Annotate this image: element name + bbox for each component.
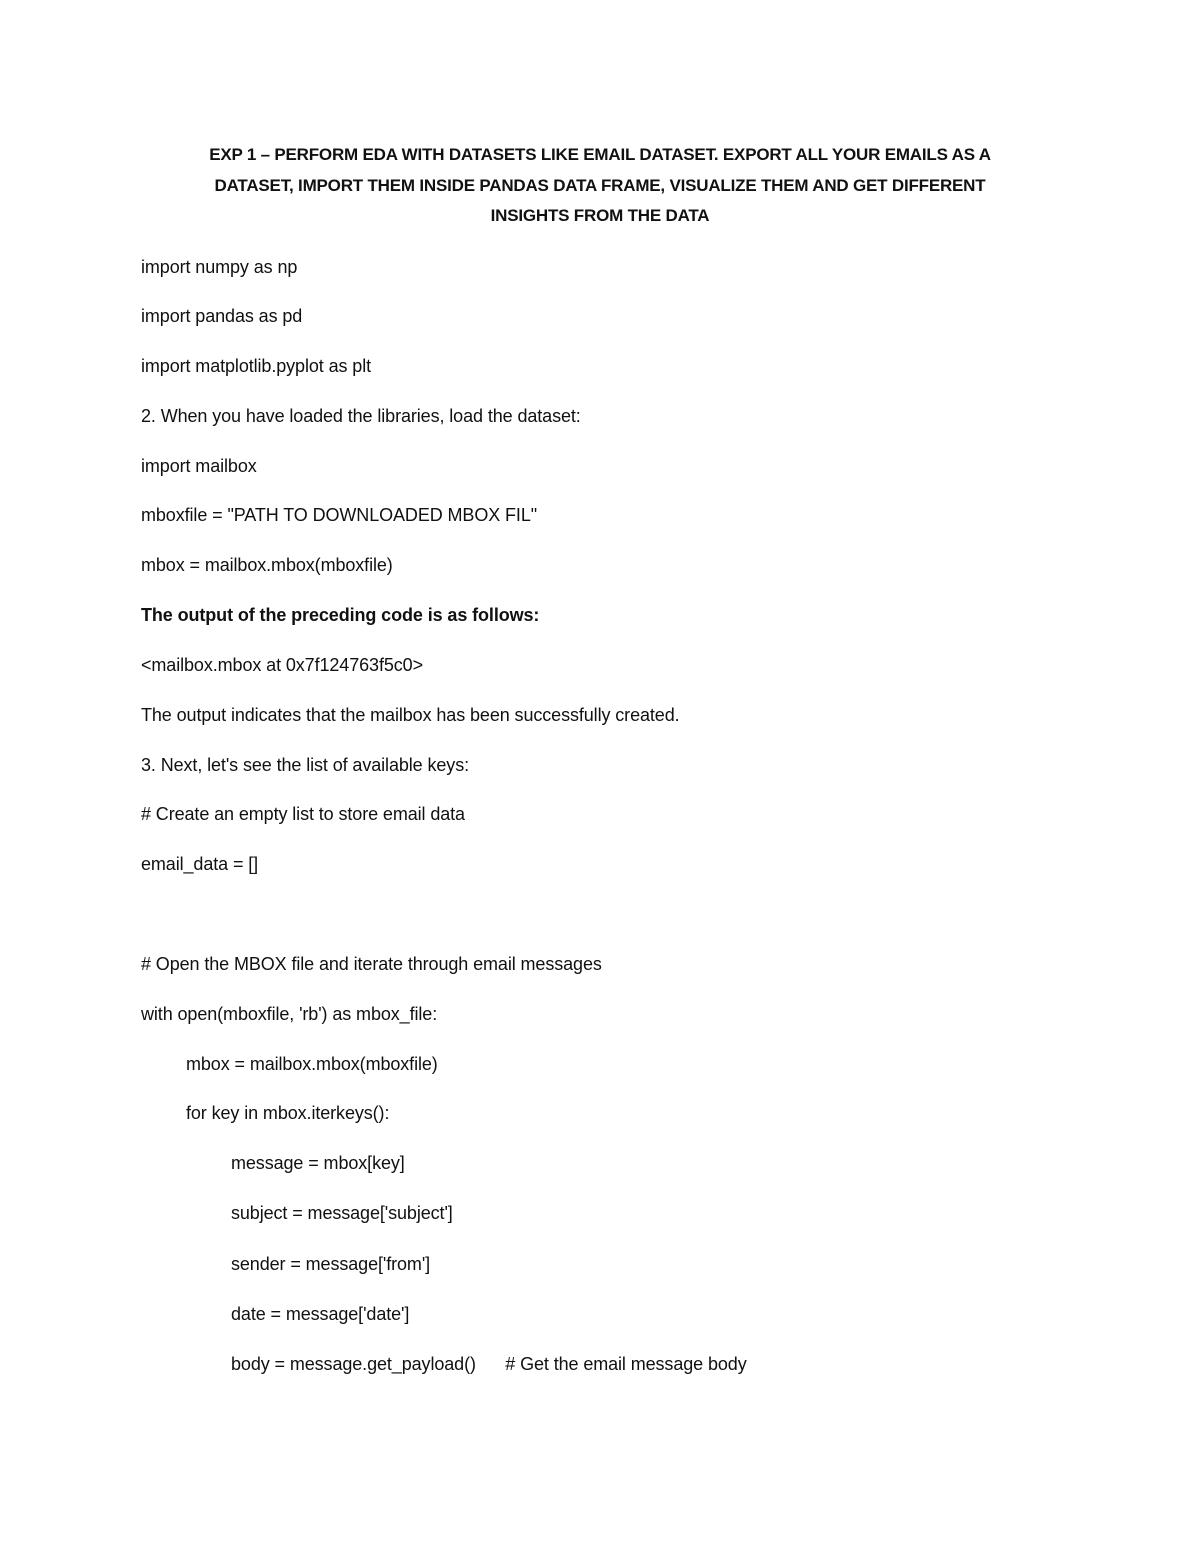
- output-heading: The output of the preceding code is as follows:: [141, 605, 540, 625]
- code-comment-create-list: # Create an empty list to store email data: [141, 804, 465, 824]
- code-with-open: with open(mboxfile, 'rb') as mbox_file:: [141, 1004, 438, 1024]
- step-2-text: 2. When you have loaded the libraries, load the dataset:: [141, 406, 581, 426]
- code-import-matplotlib: import matplotlib.pyplot as plt: [141, 356, 372, 376]
- code-subject-line: subject = message['subject']: [231, 1203, 453, 1223]
- output-note: The output indicates that the mailbox has been successfully created.: [141, 705, 680, 725]
- code-import-numpy: import numpy as np: [141, 257, 298, 277]
- title-line-1: EXP 1 – PERFORM EDA WITH DATASETS LIKE EMAIL DATASET. EXPORT ALL YOUR EMAILS AS A: [209, 145, 991, 164]
- code-message-line: message = mbox[key]: [231, 1153, 405, 1173]
- step-3-text: 3. Next, let's see the list of available keys:: [141, 755, 469, 775]
- code-for-loop: for key in mbox.iterkeys():: [186, 1103, 390, 1123]
- code-mbox-inner: mbox = mailbox.mbox(mboxfile): [186, 1054, 438, 1074]
- document-title: [150, 140, 1050, 232]
- code-comment-open-mbox: # Open the MBOX file and iterate through email messages: [141, 954, 602, 974]
- code-email-data-init: email_data = []: [141, 854, 259, 874]
- output-value: <mailbox.mbox at 0x7f124763f5c0>: [141, 655, 423, 675]
- code-mboxfile-assign: mboxfile = "PATH TO DOWNLOADED MBOX FIL": [141, 505, 538, 525]
- code-sender-line: sender = message['from']: [231, 1254, 431, 1274]
- code-import-mailbox: import mailbox: [141, 456, 257, 476]
- title-line-3: INSIGHTS FROM THE DATA: [490, 206, 710, 225]
- code-body-line: body = message.get_payload() # Get the email message body: [231, 1354, 747, 1374]
- code-date-line: date = message['date']: [231, 1304, 410, 1324]
- title-line-2: DATASET, IMPORT THEM INSIDE PANDAS DATA FRAME, VISUALIZE THEM AND GET DIFFERENT: [214, 175, 986, 195]
- code-import-pandas: import pandas as pd: [141, 306, 303, 326]
- code-mbox-assign: mbox = mailbox.mbox(mboxfile): [141, 555, 393, 575]
